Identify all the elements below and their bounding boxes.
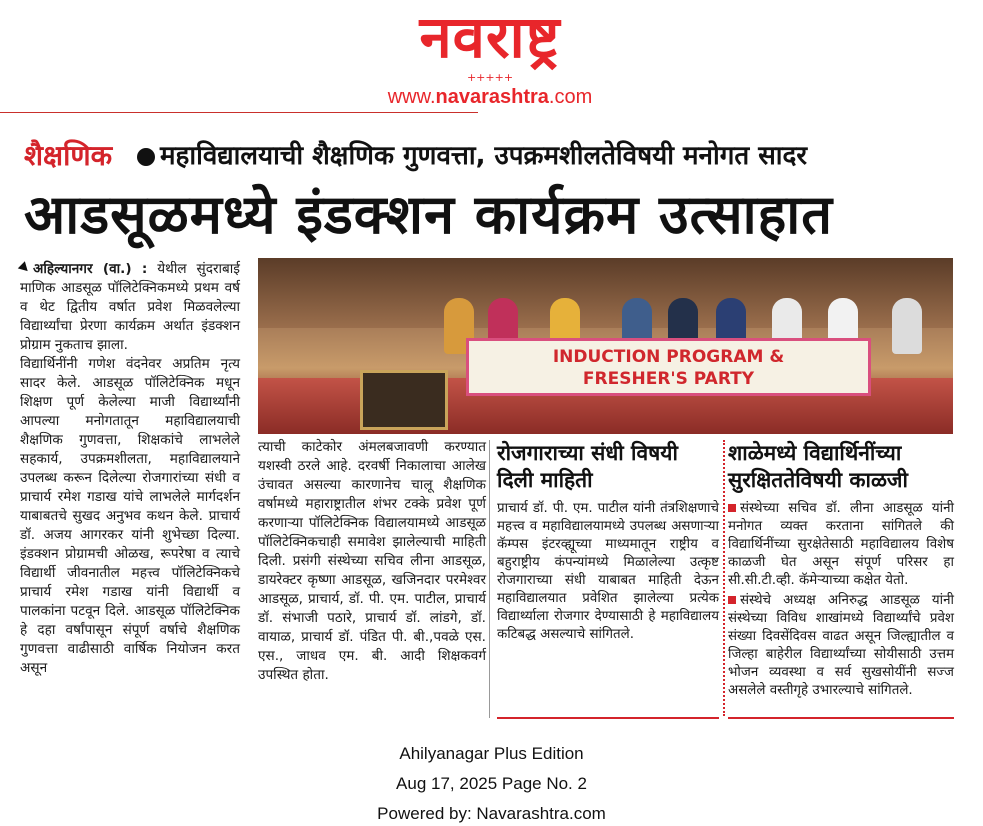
masthead xyxy=(330,4,650,108)
photo-frame xyxy=(360,370,448,430)
subheadline: महाविद्यालयाची शैक्षणिक गुणवत्ता, उपक्रमशीलतेविषयी मनोगत सादर xyxy=(160,141,807,171)
box-item-2-text: संस्थेचे अध्यक्ष अनिरुद्ध आडसूळ यांनी संस्थेच्या विविध शाखांमध्ये विद्यार्थ्यांचे प्रवेश संख्या दिवसेंदिवस वाढत असून जिल्ह्यातील व जिल्हा बाहेरील विद्यार्थ्यांच्या सोयीसाठी उत्तम भोजन व्यवस्था व सर्व सुखसोयींनी सज्ज असलेले वस्तीगृहे उभारल्याचे सांगितले. xyxy=(728,593,954,698)
paragraph-2: विद्यार्थिनींनी गणेश वंदनेवर अप्रतिम नृत्य सादर केले. आडसूळ पॉलिटेक्निक मधून शिक्षण पूर्ण केलेल्या माजी विद्यार्थ्यांनी आपल्या मनोगतातून महाविद्यालयाची शैक्षणिक गुणवत्ता, शिक्षकांचे लाभलेले सहकार्य, उपक्रमशीलता, महाविद्यालयाने उपलब्ध करून दिलेल्या रोजगारांच्या संधी व प्राचार्य रमेश गडाख यांचे लाभलेले मार्गदर्शन याबाबतचे सुखद अनुभव कथन केले. प्राचार्य डॉ. अजय आगरकर यांनी शुभेच्छा दिल्या. इंडक्शन प्रोग्रामची ओळख, रूपरेषा व त्याचे विद्यार्थी जीवनातील महत्त्व पॉलिटेक्निकचे प्राचार्य रमेश गडाख यांनी विद्यार्थी व पालकांना पटवून दिले. आडसूळ पॉलिटेक्निक हे दहा वर्षांपासून संपूर्ण वर्षाचे शैक्षणिक गुणवत्ता वाढीसाठी वार्षिक नियोजन करत असून xyxy=(20,356,240,676)
sidebar-box-employment xyxy=(497,440,719,716)
box-text xyxy=(728,500,954,700)
banner-line-2: FRESHER'S PARTY xyxy=(582,369,755,389)
box-bottom-rule xyxy=(497,717,719,719)
box-item-2 xyxy=(728,592,954,700)
box-item-1-text: संस्थेच्या सचिव डॉ. लीना आडसूळ यांनी मनोगत व्यक्त करताना सांगितले की विद्यार्थिनींच्या सुरक्षेतेसाठी महाविद्यालय विशेष काळजी घेत असून संपूर्ण परिसर हा सी.सी.टी.व्ही. कॅमेऱ्याच्या कक्षेत येतो. xyxy=(728,501,954,588)
url-prefix: www. xyxy=(387,86,436,108)
column-divider xyxy=(489,440,490,718)
article-column-2 xyxy=(258,438,486,685)
banner-line-1: INDUCTION PROGRAM & xyxy=(552,347,785,367)
box-heading: रोजगाराच्या संधी विषयी दिली माहिती xyxy=(497,441,678,492)
event-banner xyxy=(466,338,871,396)
red-square-bullet-icon xyxy=(728,596,736,604)
event-photo xyxy=(258,258,953,434)
url-brand: navarashtra xyxy=(435,86,549,108)
photo-person xyxy=(892,298,922,354)
box-text xyxy=(497,500,719,644)
newspaper-logo: नवराष्ट्र xyxy=(419,3,561,71)
powered-by-link[interactable]: Powered by: Navarashtra.com xyxy=(377,804,606,823)
url-suffix: .com xyxy=(548,86,593,108)
section-tag: शैक्षणिक xyxy=(24,139,113,172)
sidebar-box-safety xyxy=(728,440,954,716)
paragraph-1-text: येथील सुंदराबाई माणिक आडसूळ पॉलिटेक्निकमध्ये प्रथम वर्ष व थेट द्वितीय वर्षात प्रवेश मिळवलेल्या विद्यार्थ्यांचा प्रेरणा कार्यक्रम अर्थात इंडक्शन प्रोग्राम नुकताच झाला. xyxy=(20,261,240,353)
box-heading: शाळेमध्ये विद्यार्थिनींच्या सुरक्षिततेविषयी काळजी xyxy=(728,441,908,492)
paragraph-1 xyxy=(20,260,240,355)
dateline: अहिल्यानगर (वा.) : xyxy=(33,261,148,277)
box-bottom-rule xyxy=(728,717,954,719)
edition-label: Ahilyanagar Plus Edition xyxy=(399,744,584,763)
logo-stars: +++++ xyxy=(466,71,514,84)
bullet-icon xyxy=(137,148,155,166)
dateline-arrow-icon xyxy=(18,261,31,274)
box-paragraph: प्राचार्य डॉ. पी. एम. पाटील यांनी तंत्रशिक्षणाचे महत्त्व व महाविद्यालयामध्ये उपलब्ध असणाऱ्या कॅम्पस इंटरव्ह्यूच्या माध्यमातून राष्ट्रीय व बहुराष्ट्रीय कंपन्यांमध्ये मिळालेल्या उत्कृष्ट रोजगाराच्या संधी याबाबत माहिती देऊन महाविद्यालयात प्रवेशित झालेल्या प्रत्येक विद्यार्थ्याला रोजगार देण्यासाठी हे महाविद्यालय कटिबद्ध असल्याचे सांगितले. xyxy=(497,501,719,642)
article-column-1 xyxy=(20,260,240,678)
box-item-1 xyxy=(728,500,954,590)
paragraph-3: त्याची काटेकोर अंमलबजावणी करण्यात यशस्वी ठरले आहे. दरवर्षी निकालाचा आलेख उंचावत असल्या कारणानेच चालू शैक्षणिक वर्षामध्ये महाराष्ट्रातील शंभर टक्के प्रवेश पूर्ण करणाऱ्या पॉलिटेक्निक विद्यालयामध्ये आडसूळ पॉलिटेक्निकचाही समावेश झालेल्याची माहिती दिली. प्रसंगी संस्थेच्या सचिव लीना आडसूळ, डायरेक्टर कृष्णा आडसूळ, खजिनदार परमेश्वर आडसूळ, प्राचार्य, डॉ. पी. एम. पाटील, प्राचार्य डॉ. संभाजी पठारे, प्राचार्य डॉ. लांडगे, डॉ. वायाळ, प्राचार्य डॉ. पंडित पी. बी.,पवळे एस. एस., जाधव एम. बी. आदी शिक्षकवर्ग उपस्थित होता. xyxy=(258,439,486,683)
date-page-label: Aug 17, 2025 Page No. 2 xyxy=(396,774,587,793)
dotted-divider xyxy=(723,440,725,716)
header-divider xyxy=(0,112,478,113)
red-square-bullet-icon xyxy=(728,504,736,512)
masthead-url[interactable] xyxy=(330,86,650,108)
main-headline: आडसूळमध्ये इंडक्शन कार्यक्रम उत्साहात xyxy=(24,183,834,246)
